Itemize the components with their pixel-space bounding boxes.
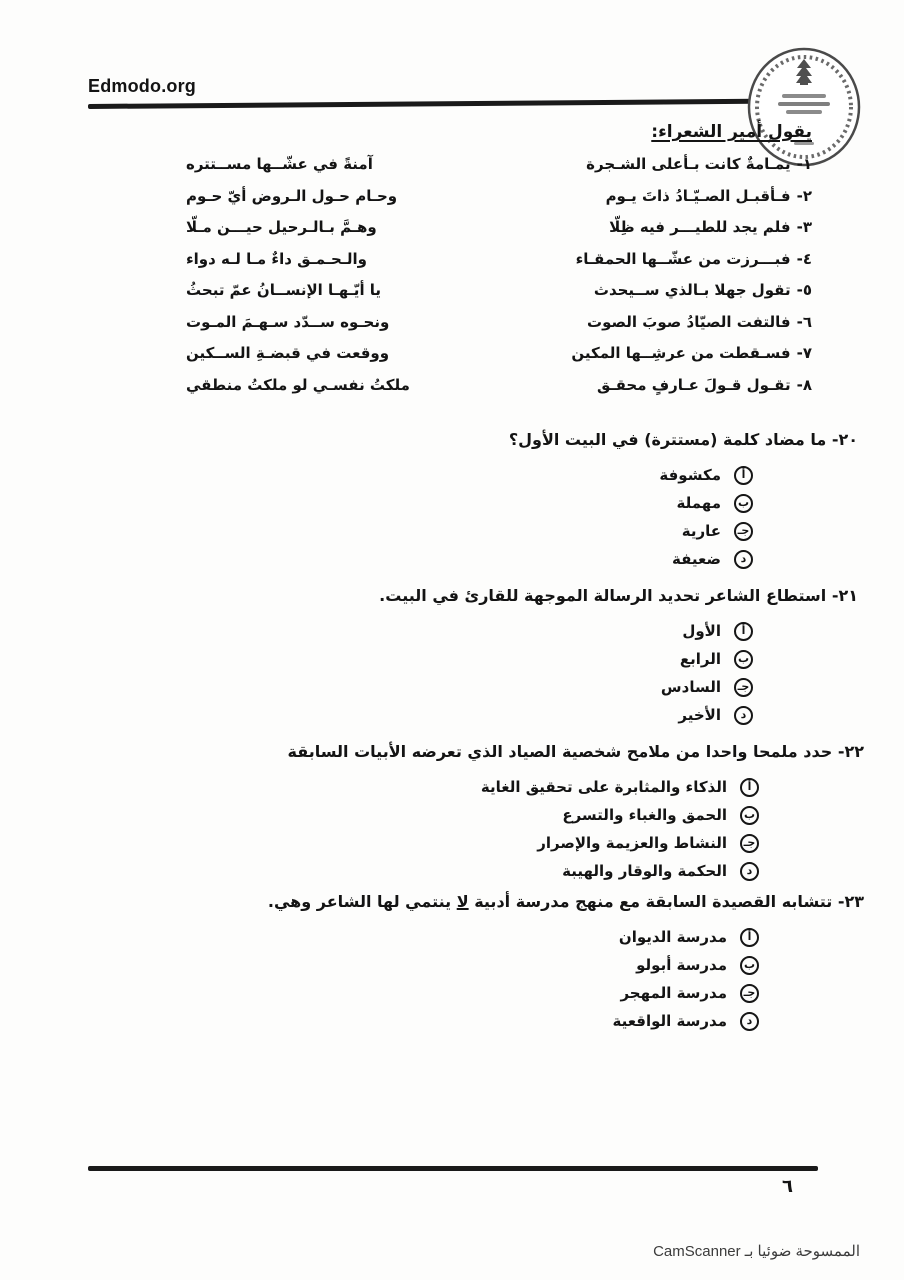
poem-block xyxy=(0,153,904,405)
verse-first-hemistich: فـأقبـل الصـيّـادُ ذاتَ يـوم xyxy=(605,186,791,205)
option-letter-badge: ب xyxy=(734,650,753,669)
verse-first-hemistich: فلم يجد للطيـــر فيه ظِلّا xyxy=(609,218,791,236)
option-label: الحكمة والوقار والهيبة xyxy=(562,862,727,880)
verse-second-hemistich: ونحـوه ســدّد سـهـمَ المـوت xyxy=(186,312,390,331)
verse-second-hemistich: والـحـمـق داءٌ مـا لـه دواء xyxy=(186,249,367,268)
option-label: ضعيفة xyxy=(672,550,721,568)
option-label: مدرسة الديوان xyxy=(618,928,727,946)
question-21-options xyxy=(379,617,753,729)
header-divider xyxy=(88,99,756,109)
poem-line xyxy=(0,342,904,374)
verse-first-hemistich: فالتفت الصيّادُ صوبَ الصوت xyxy=(587,312,791,331)
verse-second-hemistich: ملكتُ نفسـي لو ملكتُ منطقي xyxy=(186,375,410,394)
option-c xyxy=(509,517,753,545)
question-20 xyxy=(509,430,858,573)
option-label: مهملة xyxy=(676,494,721,512)
verse-second-hemistich: ووقعت في قبضـةِ الســكين xyxy=(186,344,390,362)
option-label: مكشوفة xyxy=(659,466,721,484)
option-label: مدرسة المهجر xyxy=(620,984,727,1002)
option-label: السادس xyxy=(660,678,721,696)
poem-line xyxy=(0,311,904,343)
verse-number: ٨- xyxy=(796,375,812,394)
option-letter-badge: ب xyxy=(740,956,759,975)
poem-line xyxy=(0,374,904,406)
question-23 xyxy=(268,892,864,1035)
verse-number: ٢- xyxy=(796,186,812,205)
verse-first-hemistich: تقول جهلا بـالذي ســيحدث xyxy=(593,281,791,299)
verse-first-hemistich: تقـول قـولَ عـارفٍ محقـق xyxy=(596,375,791,394)
option-label: مدرسة الواقعية xyxy=(612,1012,727,1030)
option-label: عارية xyxy=(681,522,721,540)
option-b xyxy=(288,801,759,829)
poem-line xyxy=(0,216,904,248)
option-b xyxy=(268,951,759,979)
option-label: الحمق والغباء والتسرع xyxy=(562,806,727,824)
brand-text: Edmodo.org xyxy=(88,76,196,96)
verse-second-hemistich: وهـمَّ بـالـرحيل حيـــن مـلّا xyxy=(186,218,377,236)
option-c xyxy=(268,979,759,1007)
option-label: الأخير xyxy=(678,706,721,724)
verse-number: ٤- xyxy=(796,249,812,268)
option-letter-badge: د xyxy=(734,706,753,725)
verse-first-hemistich: فسـقطت من عرشِــها المكين xyxy=(571,344,791,362)
poem-line xyxy=(0,279,904,311)
option-d xyxy=(288,857,759,885)
verse-number: ٣- xyxy=(796,218,812,236)
camscanner-watermark: الممسوحة ضوئيا بـ CamScanner xyxy=(653,1243,860,1260)
option-b xyxy=(509,489,753,517)
verse-number: ٥- xyxy=(796,281,812,299)
option-label: الأول xyxy=(682,622,721,640)
question-23-options xyxy=(268,923,759,1035)
poem-line xyxy=(0,185,904,217)
verse-number: ٦- xyxy=(796,312,812,331)
option-label: الذكاء والمثابرة على تحقيق الغاية xyxy=(480,778,727,796)
footer-divider xyxy=(88,1166,818,1171)
stamp-graphic xyxy=(746,46,862,168)
option-label: الرابع xyxy=(679,650,721,668)
option-letter-badge: أ xyxy=(740,928,759,947)
option-b xyxy=(379,645,753,673)
question-20-options xyxy=(509,461,753,573)
question-21 xyxy=(379,586,858,729)
question-22-options xyxy=(288,773,759,885)
verse-second-hemistich: وحـام حـول الـروض أيّ حـوم xyxy=(186,186,398,205)
question-20-text: ٢٠- ما مضاد كلمة (مستترة) في البيت الأول؟ xyxy=(508,430,858,449)
option-a xyxy=(268,923,759,951)
poem-line xyxy=(0,248,904,280)
option-letter-badge: جـ xyxy=(734,522,753,541)
option-a xyxy=(509,461,753,489)
school-stamp xyxy=(746,46,862,168)
option-a xyxy=(288,773,759,801)
option-letter-badge: أ xyxy=(734,466,753,485)
option-letter-badge: د xyxy=(734,550,753,569)
underlined-word: لا xyxy=(456,892,469,911)
option-c xyxy=(379,673,753,701)
verse-number: ٧- xyxy=(796,344,812,362)
question-23-text: ٢٣- تتشابه القصيدة السابقة مع منهج مدرسة أدبية لا ينتمي لها الشاعر وهي. xyxy=(267,892,864,911)
option-a xyxy=(379,617,753,645)
option-label: النشاط والعزيمة والإصرار xyxy=(537,834,727,852)
poem-line xyxy=(0,153,904,185)
option-c xyxy=(288,829,759,857)
verse-number: ١- xyxy=(796,155,812,173)
option-letter-badge: جـ xyxy=(740,984,759,1003)
question-21-text: ٢١- استطاع الشاعر تحديد الرسالة الموجهة للقارئ في البيت. xyxy=(379,586,858,605)
option-label: مدرسة أبولو xyxy=(636,956,727,974)
option-letter-badge: د xyxy=(740,1012,759,1031)
verse-second-hemistich: يا أيّـهـا الإنســانُ عمّ تبحثُ xyxy=(186,281,382,299)
page-number: ٦ xyxy=(782,1176,793,1197)
option-d xyxy=(509,545,753,573)
question-22-text: ٢٢- حدد ملمحا واحدا من ملامح شخصية الصياد الذي تعرضه الأبيات السابقة xyxy=(287,742,864,761)
option-d xyxy=(268,1007,759,1035)
option-letter-badge: جـ xyxy=(734,678,753,697)
option-letter-badge: د xyxy=(740,862,759,881)
option-d xyxy=(379,701,753,729)
verse-second-hemistich: آمنةً في عشّــها مســتتره xyxy=(186,155,373,173)
poem-intro-heading: يقول أمير الشعراء: xyxy=(651,122,812,142)
option-letter-badge: ب xyxy=(740,806,759,825)
verse-first-hemistich: فبـــرزت من عشّــها الحمقـاء xyxy=(575,249,791,268)
question-22 xyxy=(288,742,864,885)
option-letter-badge: ب xyxy=(734,494,753,513)
option-letter-badge: أ xyxy=(740,778,759,797)
option-letter-badge: أ xyxy=(734,622,753,641)
verse-first-hemistich: يمـامةٌ كانت بـأعلى الشـجرة xyxy=(586,155,791,173)
option-letter-badge: جـ xyxy=(740,834,759,853)
